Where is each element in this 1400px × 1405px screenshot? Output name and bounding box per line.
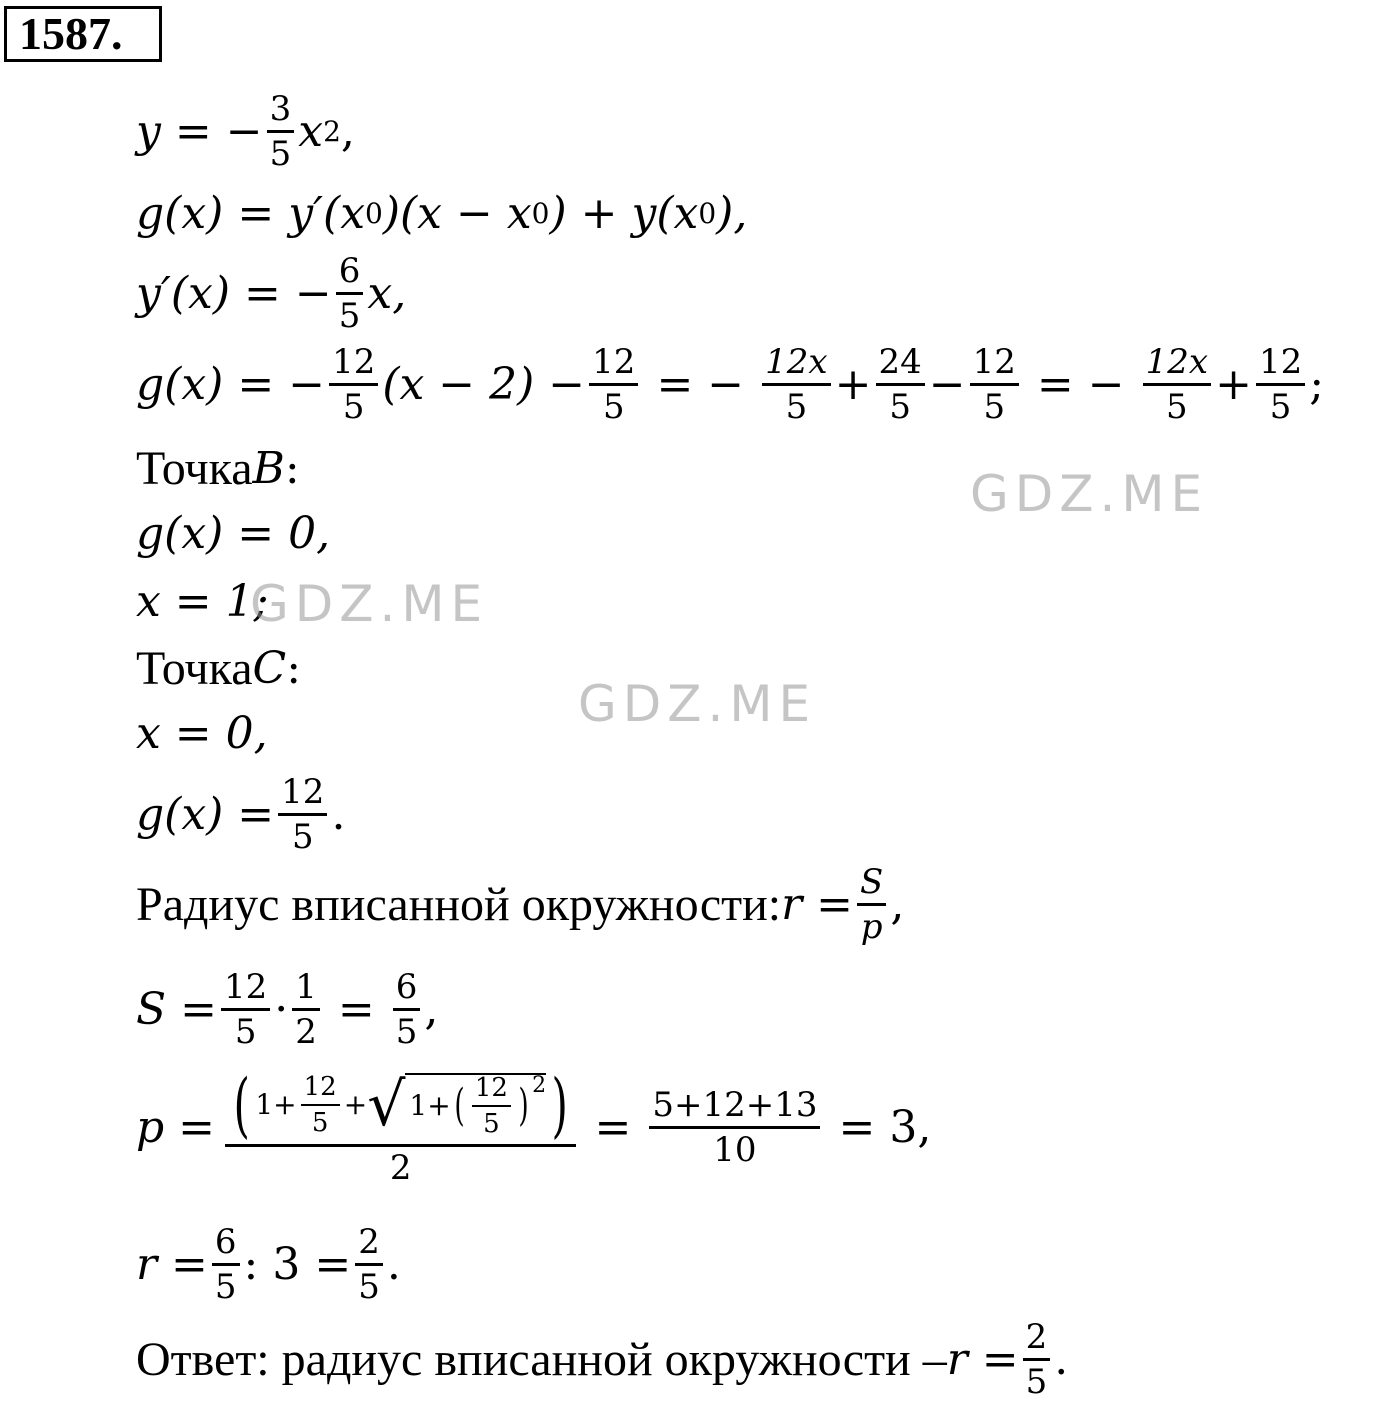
equation-radius: r = $\frac{6}{5}$ : 3 = $\frac{2}{5}$ . xyxy=(136,1222,401,1307)
equation-g-value: g(x) = $\frac{12}{5}$ . xyxy=(136,772,346,857)
minus-sign: − xyxy=(225,105,263,157)
point-b-label: Точка B : xyxy=(136,442,300,495)
equation-tangent-formula: g(x) = y′(x 0 )(x − x 0 ) + y(x 0 ), xyxy=(136,188,748,239)
var-y: y xyxy=(136,105,161,157)
equals-sign: = xyxy=(174,105,212,157)
equation-function: y = − $\frac{3}{5}$ x 2 , xyxy=(136,89,355,174)
point-c-label: Точка C : xyxy=(136,642,302,695)
var-x: x xyxy=(298,105,324,157)
equation-x-one: x = 1; xyxy=(136,576,269,627)
equation-g-zero: g(x) = 0, xyxy=(136,508,331,559)
equation-x-zero: x = 0, xyxy=(136,708,268,759)
watermark: GDZ.ME xyxy=(578,675,817,733)
watermark: GDZ.ME xyxy=(970,465,1209,523)
inscribed-radius-formula: Радиус вписанной окружности: r = $\frac{S}{p}$ , xyxy=(136,862,905,947)
exponent: 2 xyxy=(323,114,341,148)
problem-number: 1587. xyxy=(4,6,162,62)
equation-derivative: y′(x) = − $\frac{6}{5}$ x, xyxy=(136,251,407,336)
watermark: GDZ.ME xyxy=(250,575,489,633)
fraction: $\frac{3}{5}$ xyxy=(267,92,295,171)
equation-area: S = $\frac{12}{5}$ · $\frac{1}{2}$ = $\frac{6}{5}$ , xyxy=(136,967,439,1052)
equation-semiperimeter: p = ( 1+ $\frac{12}{5}$ + √ 1+ ( $\frac{12}{5}$ ) $^2$ ) 2 = $\frac{5+12+13}{10}$ = 3, xyxy=(136,1064,932,1188)
fraction: $\frac{6}{5}$ xyxy=(336,254,364,333)
equation-tangent: g(x) = − $\frac{12}{5}$ (x − 2) − $\frac{12}{5}$ = − $\frac{12x}{5}$ + $\frac{24}{5}$ − $\frac{12}{5}$ = − $\frac{12x}{5}$ + $\frac{12}{5}$ ; xyxy=(136,342,1325,427)
answer-line: Ответ: радиус вписанной окружности – r = $\frac{2}{5}$ . xyxy=(136,1317,1069,1402)
